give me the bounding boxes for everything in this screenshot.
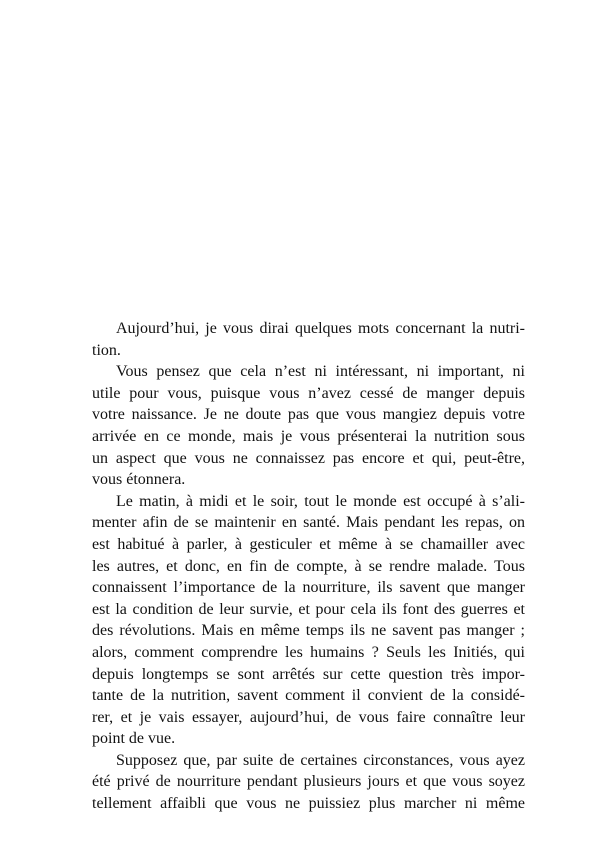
text-line: vous étonnera. — [92, 471, 186, 489]
text-line: été privé de nourriture pendant plusieurs jours et que vous soyez — [92, 773, 525, 791]
text-line: Supposez que, par suite de certaines circonstances, vous ayez — [116, 751, 525, 769]
text-line: alors, comment comprendre les humains ? Seuls les Initiés, qui — [92, 643, 525, 661]
text-line: menter afin de se maintenir en santé. Mais pendant les repas, on — [92, 514, 525, 532]
paragraph-2 — [92, 361, 525, 491]
text-line: Le matin, à midi et le soir, tout le monde est occupé à s’ali- — [116, 492, 525, 510]
text-line: les autres, et donc, en fin de compte, à se rendre malade. Tous — [92, 557, 525, 575]
paragraph-4 — [92, 750, 525, 815]
text-line: Vous pensez que cela n’est ni intéressant, ni important, ni — [116, 363, 525, 381]
text-line: arrivée en ce monde, mais je vous présenterai la nutrition sous — [92, 427, 525, 445]
text-line: rer, et je vais essayer, aujourd’hui, de vous faire connaître leur — [92, 708, 525, 726]
text-line: est habitué à parler, à gesticuler et même à se chamailler avec — [92, 535, 525, 553]
text-line: votre naissance. Je ne doute pas que vous mangiez depuis votre — [92, 406, 525, 424]
text-line: utile pour vous, puisque vous n’avez cessé de manger depuis — [92, 384, 525, 402]
paragraph-3 — [92, 491, 525, 750]
text-line: est la condition de leur survie, et pour cela ils font des guerres et — [92, 600, 525, 618]
text-line: des révolutions. Mais en même temps ils ne savent pas manger ; — [92, 622, 525, 640]
text-line: Aujourd’hui, je vous dirai quelques mots concernant la nutri- — [116, 320, 525, 337]
paragraph-1 — [92, 318, 525, 361]
text-line: connaissent l’importance de la nourriture, ils savent que manger — [92, 579, 525, 597]
text-line: tion. — [92, 341, 121, 359]
text-line: point de vue. — [92, 730, 176, 748]
text-line: tellement affaibli que vous ne puissiez plus marcher ni même — [92, 795, 525, 813]
text-line: depuis longtemps se sont arrêtés sur cette question très impor- — [92, 665, 525, 683]
text-line: tante de la nutrition, savent comment il convient de la considé- — [92, 687, 525, 705]
text-line: un aspect que vous ne connaissez pas encore et qui, peut-être, — [92, 449, 525, 467]
body-text — [92, 318, 525, 815]
